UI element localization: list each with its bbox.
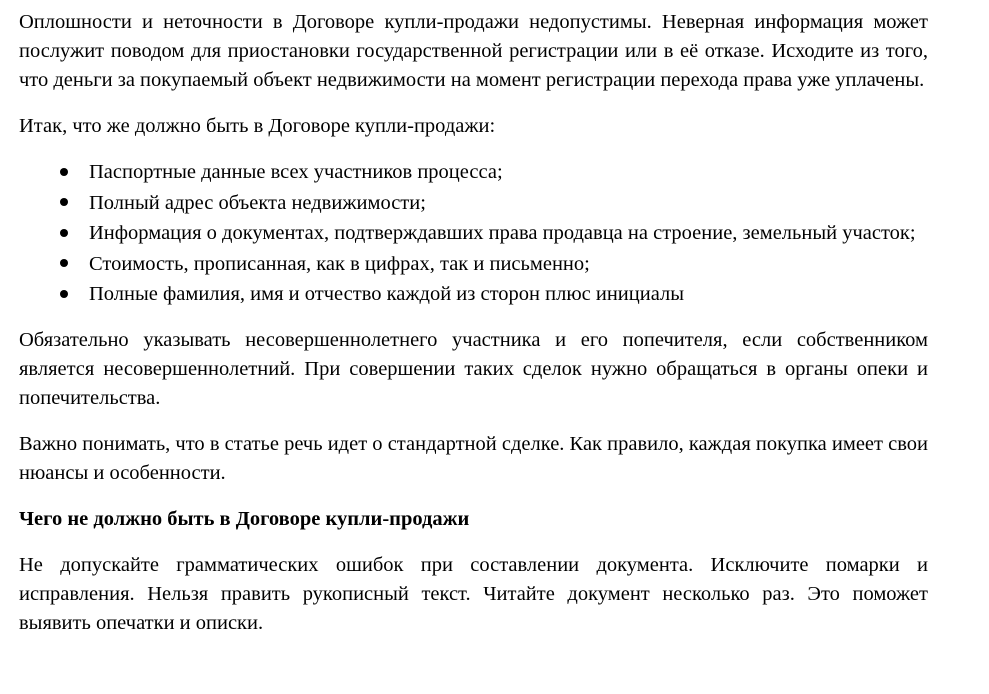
list-item <box>89 158 928 187</box>
bullet-icon <box>54 189 74 218</box>
minor-participant-paragraph: Обязательно указывать несовершеннолетнего участника и его попечителя, если собственником является несовершеннолетний. При совершении таких сделок нужно обращаться в органы опеки и попечительства. <box>19 329 928 409</box>
errors-paragraph: Не допускайте грамматических ошибок при составлении документа. Исключите помарки и исправления. Нельзя править рукописный текст. Читайте документ несколько раз. Это поможет выявить опечатки и описки. <box>19 554 928 634</box>
requirements-list <box>19 158 928 309</box>
list-item <box>89 219 928 248</box>
bullet-icon <box>54 158 74 187</box>
bullet-icon <box>54 250 74 279</box>
intro-paragraph: Оплошности и неточности в Договоре купли-продажи недопустимы. Неверная информация может послужит поводом для приостановки государственной регистрации или в её отказе. Исходите из того, что деньги за покупаемый объект недвижимости на момент регистрации перехода права уже уплачены. <box>19 11 928 91</box>
list-item <box>89 280 928 309</box>
list-item-text: Полные фамилия, имя и отчество каждой из сторон плюс инициалы <box>89 283 685 305</box>
list-intro-paragraph: Итак, что же должно быть в Договоре купли-продажи: <box>19 115 496 137</box>
list-item <box>89 189 928 218</box>
bullet-icon <box>54 219 74 248</box>
section-heading: Чего не должно быть в Договоре купли-продажи <box>19 508 470 530</box>
list-item-text: Полный адрес объекта недвижимости; <box>89 191 426 214</box>
list-item-text: Информация о документах, подтверждавших права продавца на строение, земельный участок; <box>89 222 916 244</box>
list-item-text: Паспортные данные всех участников процесса; <box>89 161 503 183</box>
bullet-icon <box>54 280 74 309</box>
list-item <box>89 250 928 279</box>
nuances-paragraph: Важно понимать, что в статье речь идет о стандартной сделке. Как правило, каждая покупка имеет свои нюансы и особенности. <box>19 433 928 484</box>
list-item-text: Стоимость, прописанная, как в цифрах, так и письменно; <box>89 252 590 275</box>
